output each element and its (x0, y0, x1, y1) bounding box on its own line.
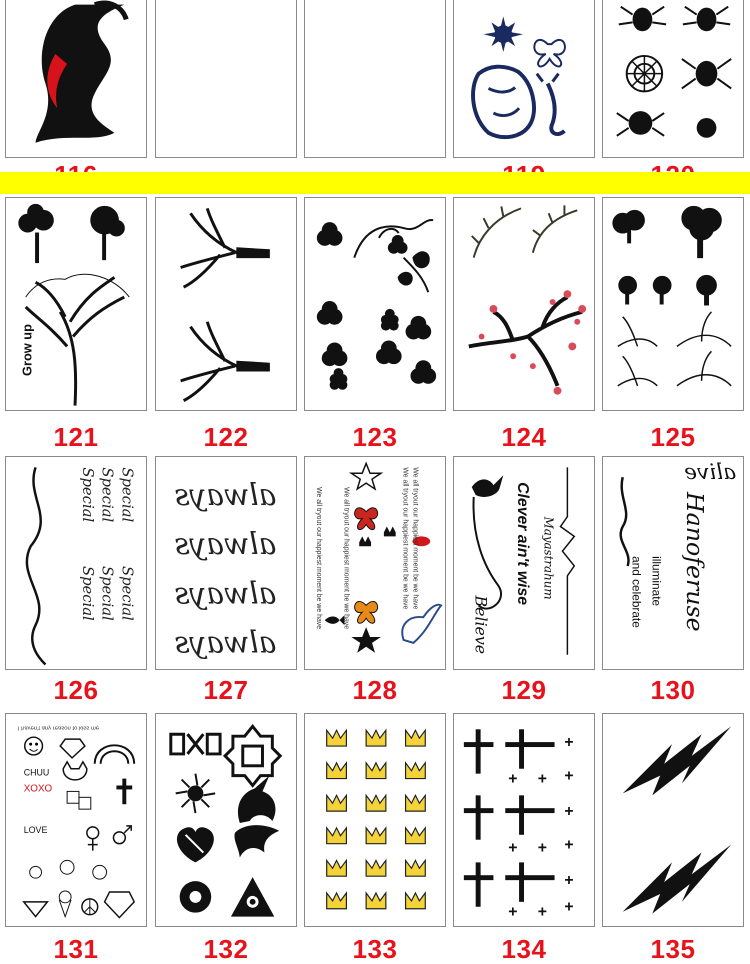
cherry-blossom-tree-icon (469, 290, 586, 395)
alive-text: alive (684, 460, 737, 486)
card-129[interactable] (453, 456, 595, 670)
crown-icon (406, 763, 426, 779)
heartbeat-text: Mayastrahum (541, 516, 556, 600)
crown-icon (366, 730, 386, 746)
diamond-icon (105, 892, 135, 918)
clever-text: Clever ain't wise (514, 482, 532, 606)
smiley-icon (30, 860, 107, 879)
crown-icon (327, 893, 347, 909)
card-134[interactable] (453, 713, 595, 927)
card-number: 124 (501, 422, 547, 452)
card-number: 125 (650, 422, 696, 452)
card-133[interactable] (304, 713, 446, 927)
crown-icon (366, 828, 386, 844)
xoxo-text: XOXO (23, 783, 53, 795)
swirl-icon (180, 881, 212, 913)
phoenix-icon (234, 825, 279, 857)
quote-text: We all tryout our happiest moment be we have (401, 467, 409, 610)
always-text: always (174, 576, 277, 611)
crown-grid (305, 714, 445, 926)
special-text: Special (118, 565, 136, 621)
svg-text:+: + (564, 767, 574, 785)
card-116[interactable] (5, 0, 147, 158)
special-text: Special (98, 467, 116, 523)
always-text: always (174, 625, 277, 660)
card-number: 129 (501, 675, 547, 705)
crown-icon (366, 893, 386, 909)
card-number: 134 (501, 934, 547, 964)
card-number: 127 (203, 675, 249, 705)
star-icon (351, 463, 381, 652)
svg-text:+: + (508, 770, 518, 788)
lightning-icon (623, 726, 731, 913)
gender-icon (87, 826, 131, 851)
crown-icon (406, 828, 426, 844)
svg-text:+: + (564, 734, 574, 752)
dragon-icon (6, 0, 146, 157)
card-130[interactable] (602, 456, 744, 670)
butterfly-icon (534, 40, 565, 67)
svg-text:+: + (564, 836, 574, 854)
svg-text:+: + (564, 803, 574, 821)
diamond-icon (60, 739, 85, 758)
script-text: Hanoferuse (680, 492, 709, 632)
card-118[interactable] (304, 0, 446, 158)
crown-icon (327, 730, 347, 746)
crown-icon (327, 860, 347, 876)
card-128[interactable] (304, 456, 446, 670)
card-131[interactable] (5, 713, 147, 927)
star-emblem-icon (225, 726, 280, 785)
dice-icon (67, 791, 91, 809)
crown-icon (327, 828, 347, 844)
heartbeat-line (560, 467, 574, 654)
believe-text: Believe (471, 595, 491, 655)
card-122[interactable] (155, 197, 297, 411)
card-number: 131 (53, 934, 99, 964)
script-text: and celebrate (629, 556, 644, 628)
script-flourish (621, 477, 629, 566)
branch-icon (472, 205, 577, 257)
script-text: illuminate (649, 556, 664, 607)
yellow-separator-band (0, 172, 750, 194)
card-125[interactable] (602, 197, 744, 411)
card-number: 128 (352, 675, 398, 705)
kiss-text: I haven't any reason to kiss me (17, 724, 100, 731)
card-135[interactable] (602, 713, 744, 927)
spiderweb-icon (627, 56, 662, 91)
bird-icon (402, 605, 441, 643)
quote-text: We all tryout our happiest moment be we have (411, 467, 419, 610)
card-number: 135 (650, 934, 696, 964)
svg-text:+: + (537, 770, 548, 788)
bird-icon (472, 475, 504, 497)
crown-icon (359, 527, 395, 547)
grow-up-text: Grow up (19, 324, 35, 376)
sun-icon (176, 774, 215, 813)
chuu-text: CHUU (23, 767, 50, 778)
card-120[interactable] (602, 0, 744, 158)
svg-text:+: + (508, 839, 518, 857)
crown-icon (406, 795, 426, 811)
cat-icon (63, 762, 87, 780)
love-text: LOVE (23, 824, 48, 835)
card-123[interactable] (304, 197, 446, 411)
peace-icon (82, 899, 98, 915)
svg-text:+: + (537, 903, 548, 921)
quote-text: We all tryout our happiest moment be we have (314, 487, 322, 630)
cross-icon (116, 779, 132, 805)
card-124[interactable] (453, 197, 595, 411)
script-flourish (27, 467, 46, 664)
crown-icon (366, 763, 386, 779)
tree-icon (19, 204, 129, 405)
svg-text:+: + (564, 898, 574, 916)
card-number: 122 (203, 422, 249, 452)
watermelon-icon (24, 902, 48, 917)
special-text: Special (78, 467, 96, 523)
special-text: Special (98, 565, 116, 621)
vine-icon (354, 220, 433, 292)
card-number: 132 (203, 934, 249, 964)
crown-icon (366, 795, 386, 811)
cross-icon (464, 729, 555, 906)
clover-icon (317, 222, 436, 384)
card-number: 123 (352, 422, 398, 452)
sun-icon (484, 16, 523, 51)
crown-icon (366, 860, 386, 876)
butterfly-icon (355, 508, 378, 624)
always-text: always (174, 477, 277, 512)
triangle-eye-icon (231, 877, 274, 916)
tree-icon (613, 206, 731, 385)
crown-icon (327, 795, 347, 811)
rainbow-icon (95, 745, 134, 763)
card-132[interactable] (155, 713, 297, 927)
crown-icon (327, 763, 347, 779)
fish-icon (325, 615, 345, 625)
scorpion-icon (537, 74, 565, 134)
heart-icon (177, 827, 214, 862)
crown-icon (406, 893, 426, 909)
crown-icon (406, 860, 426, 876)
svg-text:+: + (537, 839, 548, 857)
card-121[interactable] (5, 197, 147, 411)
special-text: Special (118, 467, 136, 523)
card-119[interactable] (453, 0, 595, 158)
quote-text: We all tryout our happiest moment be we have (342, 487, 350, 630)
swirl-line (474, 497, 502, 609)
special-text: Special (78, 565, 96, 621)
card-117[interactable] (155, 0, 297, 158)
card-127[interactable] (155, 456, 297, 670)
exo-logo-icon (171, 734, 220, 754)
card-number: 133 (352, 934, 398, 964)
unicorn-icon (238, 776, 276, 823)
card-number: 130 (650, 675, 696, 705)
card-number: 121 (53, 422, 99, 452)
svg-text:+: + (564, 872, 574, 890)
small-cross-icon (508, 734, 573, 921)
card-number: 126 (53, 675, 99, 705)
smiley-icon (25, 737, 43, 755)
crown-icon (406, 730, 426, 746)
card-126[interactable] (5, 456, 147, 670)
icecream-icon (59, 891, 71, 917)
always-text: always (174, 527, 277, 562)
branch-icon (181, 208, 270, 400)
svg-text:+: + (508, 903, 518, 921)
lion-icon (473, 67, 534, 137)
